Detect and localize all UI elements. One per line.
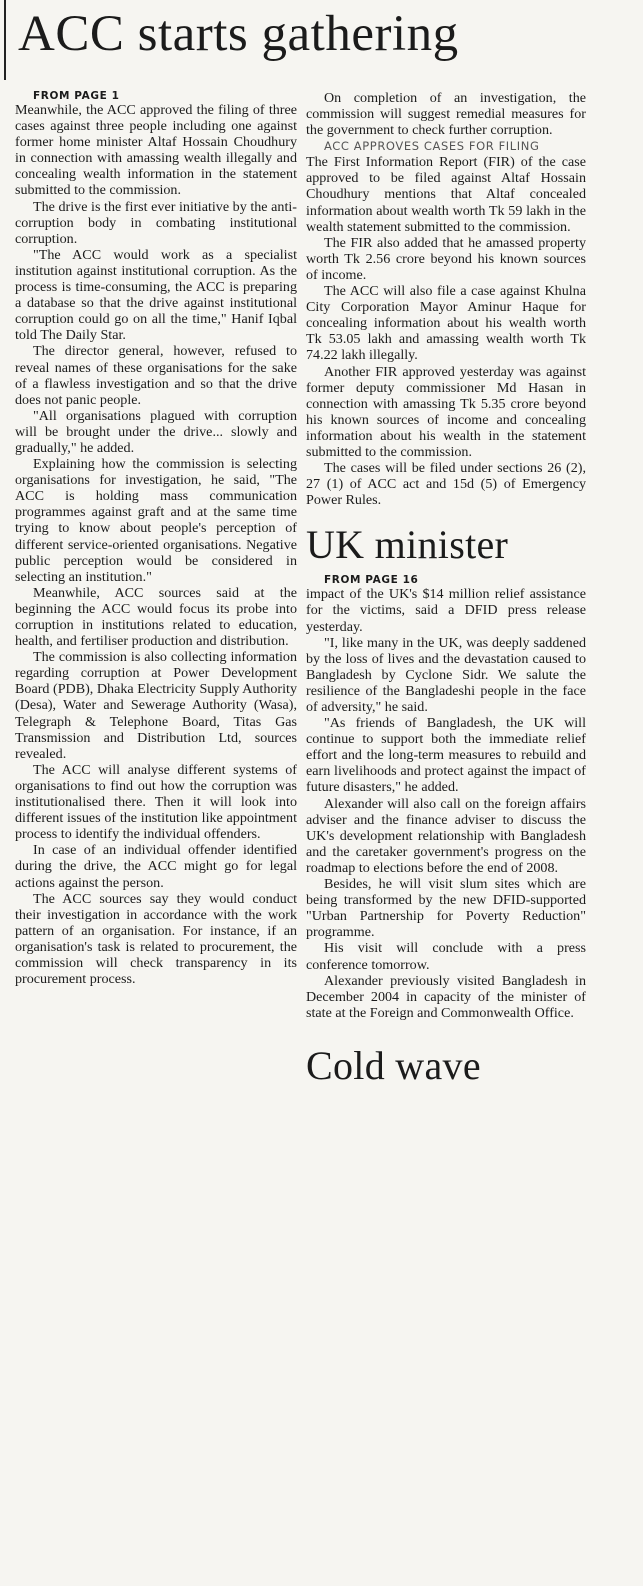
paragraph: "As friends of Bangladesh, the UK will continue to support both the immediate relief effort and the long-term measures to rebuild and earn livelihoods and protect against the impact of future disasters," he added. [306, 715, 586, 796]
paragraph: The ACC will also file a case against Khulna City Corporation Mayor Aminur Haque for concealing information about his wealth worth Tk 53.05 lakh and amassing wealth worth Tk 74.22 lakh illegally. [306, 283, 586, 364]
paragraph: Another FIR approved yesterday was against former deputy commissioner Md Hasan in connection with amassing Tk 5.35 crore beyond his known sources of income and concealing information about his wealth in the statement submitted to the commission. [306, 363, 586, 460]
paragraph: Alexander previously visited Bangladesh in December 2004 in capacity of the minister of state at the Foreign and Commonwealth Office. [306, 972, 586, 1021]
paragraph: Meanwhile, ACC sources said at the beginning the ACC would focus its probe into corruption in institutions related to education, health, and fertiliser production and distribution. [15, 584, 297, 650]
paragraph: The director general, however, refused to reveal names of these organisations for the sake of a flawless investigation and so that the drive does not panic people. [15, 343, 297, 408]
paragraph: Besides, he will visit slum sites which are being transformed by the new DFID-supported "Urban Partnership for Poverty Reduction" programme. [306, 876, 586, 941]
paragraph: The drive is the first ever initiative by the anti-corruption body in combating institutional corruption. [15, 198, 297, 247]
paragraph: His visit will conclude with a press conference tomorrow. [306, 940, 586, 973]
paragraph: impact of the UK's $14 million relief assistance for the victims, said a DFID press release yesterday. [306, 586, 586, 635]
column-rule [4, 0, 6, 80]
paragraph: "All organisations plagued with corruption will be brought under the drive... slowly and gradually," he added. [15, 407, 297, 456]
paragraph: The ACC sources say they would conduct their investigation in accordance with the work pattern of an organisation. For instance, if an organisation's task is related to procurement, the commission will check transparency in its procurement process. [15, 890, 297, 988]
acc-subhead: ACC APPROVES CASES FOR FILING [324, 139, 540, 154]
paragraph: The commission is also collecting information regarding corruption at Power Development Board (PDB), Dhaka Electricity Supply Authority (Desa), Water and Sewerage Authority (Wasa), Telegraph & Telephone Board, Titas Gas Transmission and Distribution Ltd, sources revealed. [15, 649, 297, 762]
paragraph: In case of an individual offender identified during the drive, the ACC might go for legal actions against the person. [15, 842, 297, 891]
paragraph: The FIR also added that he amassed property worth Tk 2.56 crore beyond his known sources of income. [306, 234, 586, 283]
paragraph: On completion of an investigation, the commission will suggest remedial measures for the government to check further corruption. [306, 90, 586, 139]
paragraph: The ACC will analyse different systems of organisations to find out how the corruption was institutionalised there. Then it will look into different issues of the institution like appointment process to identify the individual offenders. [15, 761, 297, 843]
left-column [15, 90, 297, 987]
cold-wave-headline: Cold wave [306, 1042, 481, 1088]
paragraph: Meanwhile, the ACC approved the filing of three cases against three people including one against former home minister Altaf Hossain Choudhury in connection with amassing wealth illegally and concealing wealth information in the statement submitted to the commission. [15, 102, 297, 199]
uk-headline: UK minister [306, 522, 509, 568]
right-column [306, 90, 586, 1095]
paragraph: Explaining how the commission is selecting organisations for investigation, he said, "The ACC is holding mass communication programmes against graft and at the same time trying to know about people's perception of different service-oriented organisations. Negative public perception would be considered in selecting an institution." [15, 456, 297, 585]
acc-kicker: FROM PAGE 1 [33, 90, 120, 102]
paragraph: Alexander will also call on the foreign affairs adviser and the finance adviser to discuss the UK's development relationship with Bangladesh and the caretaker government's progress on the roadmap to elections before the end of 2008. [306, 795, 586, 876]
paragraph: The First Information Report (FIR) of the case approved to be filed against Altaf Hossain Choudhury mentions that Altaf concealed information about wealth worth Tk 59 lakh in the wealth statement submitted to the commission. [306, 154, 586, 235]
uk-kicker: FROM PAGE 16 [324, 574, 419, 587]
paragraph: "I, like many in the UK, was deeply saddened by the loss of lives and the devastation caused to Bangladesh by Cyclone Sidr. We salute the resilience of the Bangladeshi people in the face of adversity," he said. [306, 634, 586, 715]
page-headline: ACC starts gathering [18, 6, 459, 62]
paragraph: "The ACC would work as a specialist institution against institutional corruption. As the process is time-consuming, the ACC is preparing a database so that the drive against institutional corruption could go on all the time," Hanif Iqbal told The Daily Star. [15, 246, 297, 344]
paragraph: The cases will be filed under sections 26 (2), 27 (1) of ACC act and 15d (5) of Emergency Power Rules. [306, 460, 586, 509]
